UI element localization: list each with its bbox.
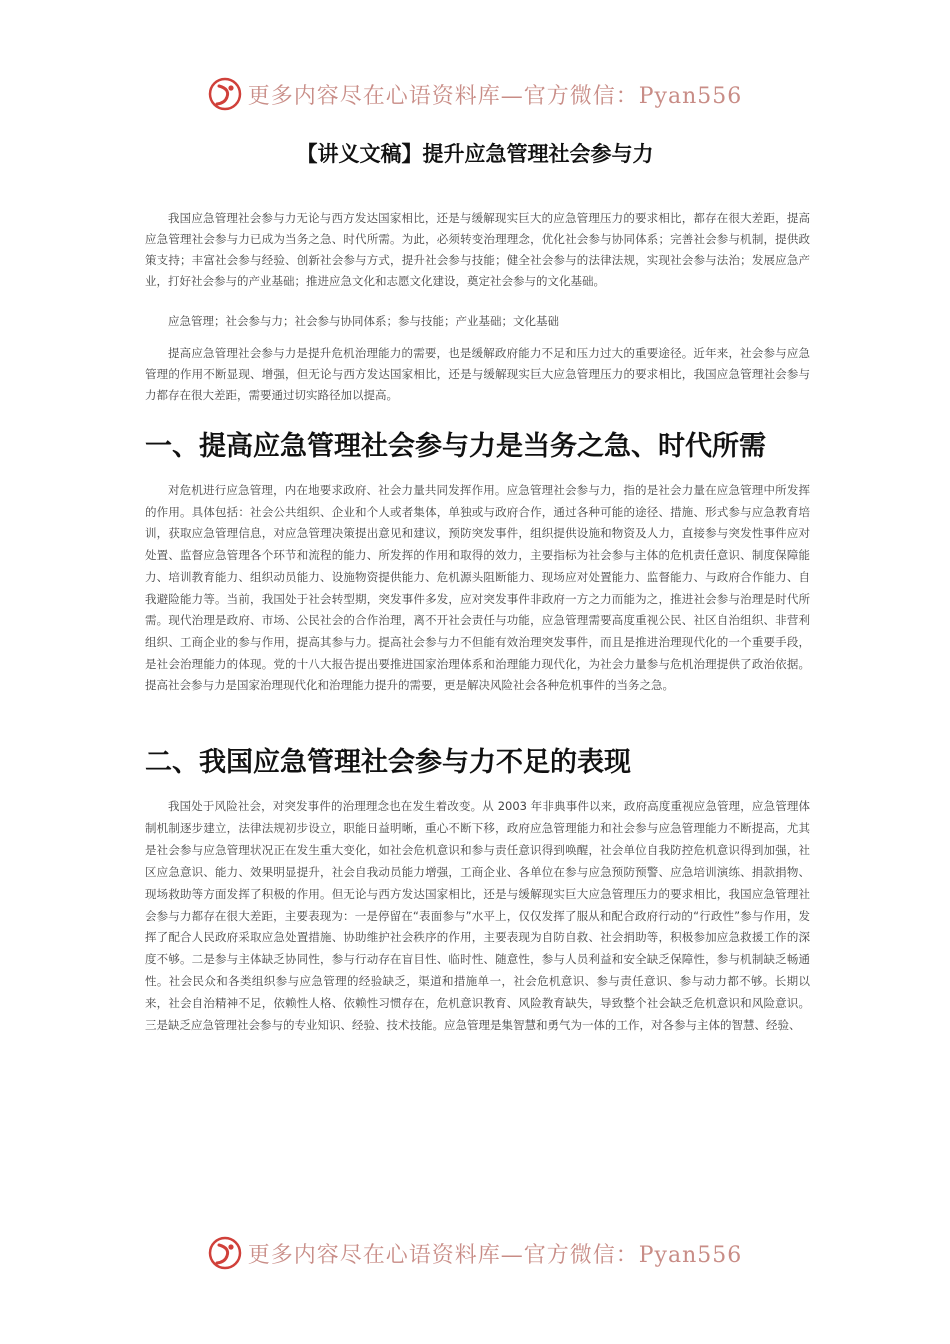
bottom-banner	[0, 1233, 950, 1273]
brand-logo-icon	[208, 77, 242, 111]
banner-text: 更多内容尽在心语资料库—官方微信：Pyan556	[247, 1242, 743, 1268]
abstract-paragraph: 我国应急管理社会参与力无论与西方发达国家相比，还是与缓解现实巨大的应急管理压力的要求相比，都存在很大差距，提高应急管理社会参与力已成为当务之急、时代所需。为此，必须转变治理理念，优化社会参与协同体系；完善社会参与机制，提供政策支持；丰富社会参与经验、创新社会参与方式，提升社会参与技能；健全社会参与的法律法规，实现社会参与法治；发展应急产业，打好社会参与的产业基础；推进应急文化和志愿文化建设，奠定社会参与的文化基础。	[145, 211, 810, 288]
document-title: 【讲义文稿】提升应急管理社会参与力	[296, 142, 654, 166]
top-banner	[0, 74, 950, 114]
section-2-body: 我国处于风险社会，对突发事件的治理理念也在发生着改变。从 2003 年非典事件以来，政府高度重视应急管理，应急管理体制机制逐步建立，法律法规初步设立，职能日益明晰，重心不断下移，政府应急管理能力和社会参与应急管理能力不断提高，尤其是社会参与应急管理状况正在发生重大变化，如社会危机意识和参与责任意识得到唤醒，社会单位自我防控危机意识得到加强，社区应急意识、能力、效果明显提升，社会自我动员能力增强，工商企业、各单位在参与应急预防预警、应急培训演练、捐款捐物、现场救助等方面发挥了积极的作用。但无论与西方发达国家相比，还是与缓解现实巨大应急管理压力的要求相比，我国应急管理社会参与力都存在很大差距，主要表现为：一是停留在“表面参与”水平上，仅仅发挥了服从和配合政府行动的“行政性”参与作用，发挥了配合人民政府采取应急处置措施、协助维护社会秩序的作用，主要表现为自防自救、社会捐助等，积极参加应急救援工作的深度不够。二是参与主体缺乏协同性，参与行动存在盲目性、临时性、随意性，参与人员利益和安全缺乏保障性，参与机制缺乏畅通性。社会民众和各类组织参与应急管理的经验缺乏，渠道和措施单一，社会危机意识、参与责任意识、参与动力都不够。长期以来，社会自治精神不足，依赖性人格、依赖性习惯存在，危机意识教育、风险教育缺失，导致整个社会缺乏危机意识和风险意识。三是缺乏应急管理社会参与的专业知识、经验、技术技能。应急管理是集智慧和勇气为一体的工作，对各参与主体的智慧、经验、	[145, 799, 810, 1033]
section-1-heading: 一、提高应急管理社会参与力是当务之急、时代所需	[145, 431, 766, 462]
section-1-body: 对危机进行应急管理，内在地要求政府、社会力量共同发挥作用。应急管理社会参与力，指的是社会力量在应急管理中所发挥的作用。具体包括：社会公共组织、企业和个人或者集体，单独或与政府合作，通过各种可能的途径、措施、形式参与应急教育培训，获取应急管理信息，对应急管理决策提出意见和建议，预防突发事件，组织提供设施和物资及人力，直接参与突发性事件应对处置、监督应急管理各个环节和流程的能力、所发挥的作用和取得的效力，主要指标为社会参与主体的危机责任意识、制度保障能力、培训教育能力、组织动员能力、设施物资提供能力、危机源头阻断能力、现场应对处置能力、监督能力、与政府合作能力、自我避险能力等。当前，我国处于社会转型期，突发事件多发，应对突发事件非政府一方之力而能为之，推进社会参与治理是时代所需。现代治理是政府、市场、公民社会的合作治理，离不开社会责任与功能，应急管理需要高度重视公民、社区自治组织、非营利组织、工商企业的参与作用，提高其参与力。提高社会参与力不但能有效治理突发事件，而且是推进治理现代化的一个重要手段，是社会治理能力的体现。党的十八大报告提出要推进国家治理体系和治理能力现代化，为社会力量参与危机治理提供了政治依据。提高社会参与力是国家治理现代化和治理能力提升的需要，更是解决风险社会各种危机事件的当务之急。	[145, 483, 810, 693]
section-2-heading: 二、我国应急管理社会参与力不足的表现	[145, 747, 631, 778]
brand-logo-icon	[208, 1236, 242, 1270]
intro-paragraph: 提高应急管理社会参与力是提升危机治理能力的需要，也是缓解政府能力不足和压力过大的重要途径。近年来，社会参与应急管理的作用不断显现、增强，但无论与西方发达国家相比，还是与缓解现实巨大应急管理压力的要求相比，我国应急管理社会参与力都存在很大差距，需要通过切实路径加以提高。	[145, 346, 810, 402]
banner-text: 更多内容尽在心语资料库—官方微信：Pyan556	[247, 83, 743, 109]
keywords-paragraph: 应急管理；社会参与力；社会参与协同体系；参与技能；产业基础；文化基础	[168, 314, 559, 328]
